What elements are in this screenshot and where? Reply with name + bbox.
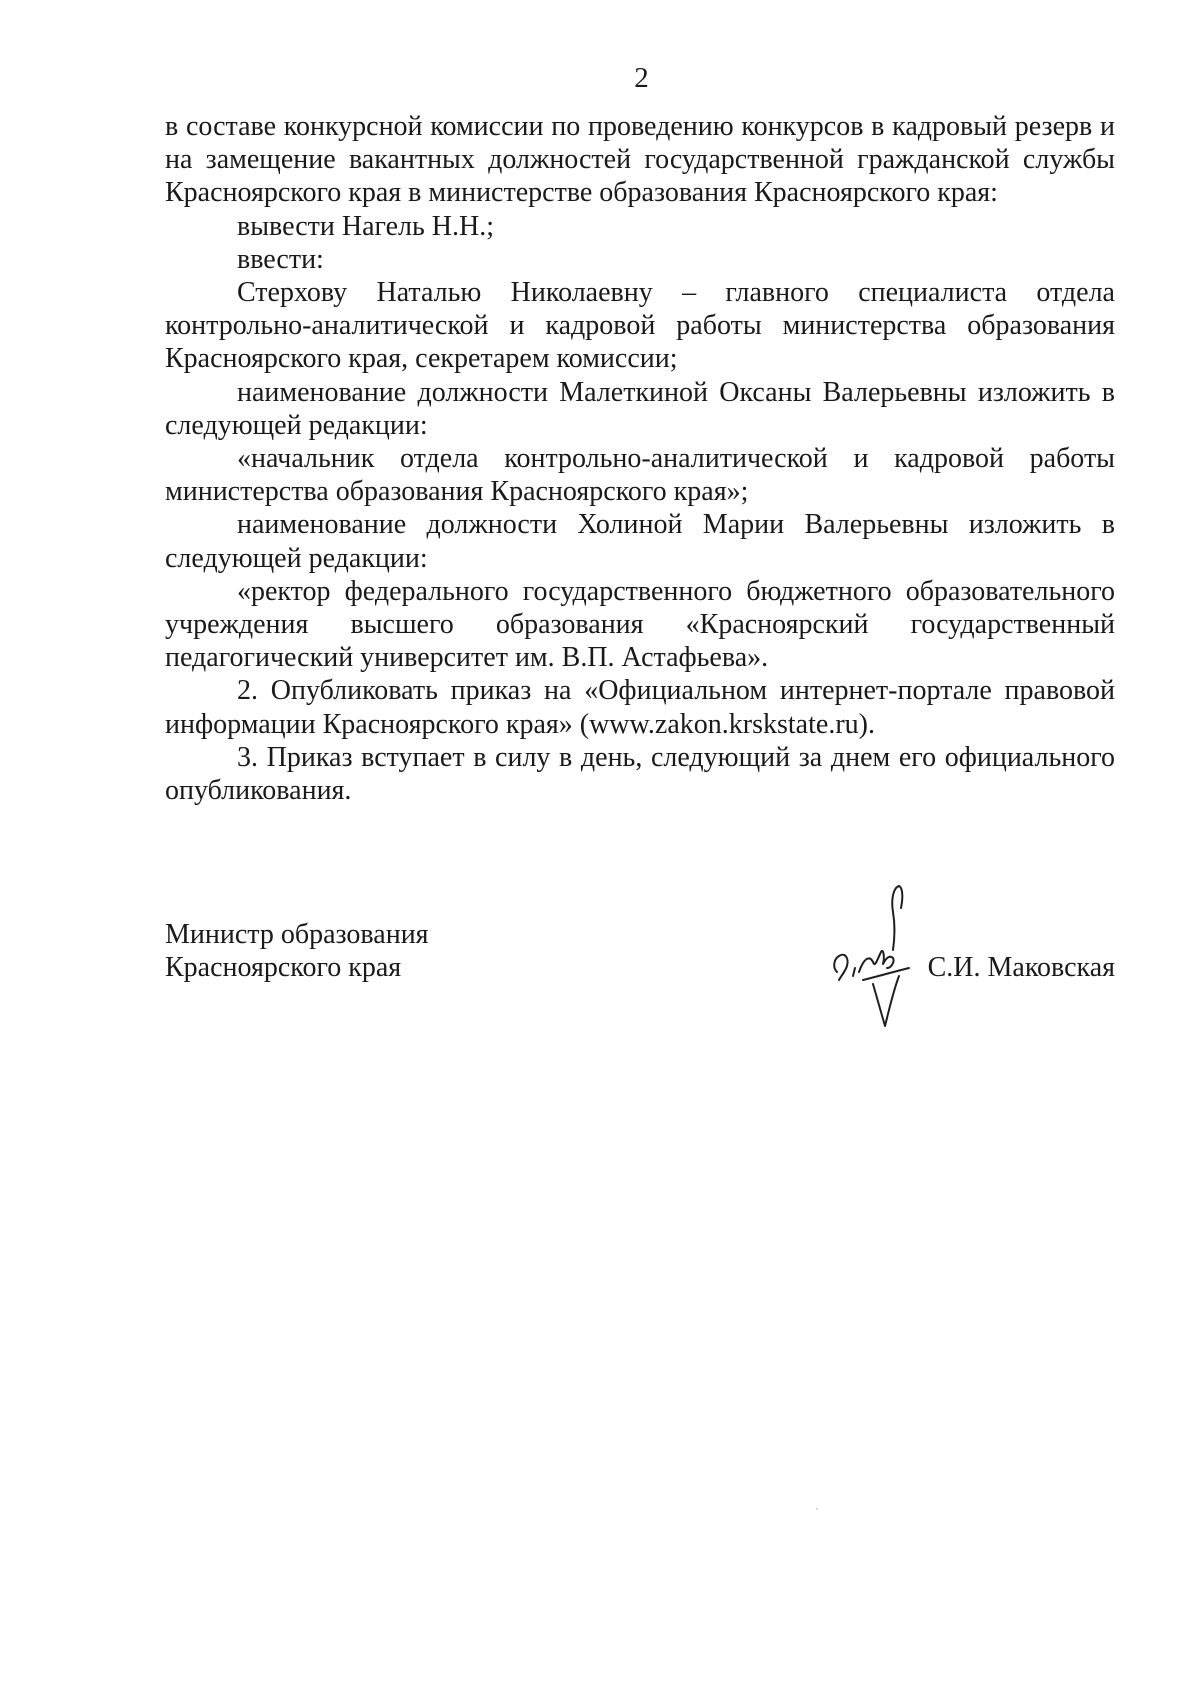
paragraph-add-heading: ввести: — [237, 243, 324, 275]
paragraph-add-member: Стерхову Наталью Николаевну – главного специалиста отдела контрольно-аналитической и кадровой работы министерства образования Красноярского края, секретарем комиссии; — [165, 277, 1115, 375]
signer-position-line-2: Красноярского края — [165, 952, 402, 984]
signer-name: С.И. Маковская — [927, 952, 1115, 983]
page-number: 2 — [634, 62, 649, 94]
paragraph-new-position-2: «ректор федерального государственного бюджетного образовательного учреждения высшего образования «Красноярский государственный педагогический университет им. В.П. Астафьева». — [165, 575, 1115, 674]
signer-position — [165, 918, 429, 984]
signature-block — [165, 918, 1115, 1058]
paragraph-new-position-1: «начальник отдела контрольно-аналитической и кадровой работы министерства образования Красноярского края»; — [165, 443, 1115, 508]
scan-artifact — [816, 1508, 818, 1510]
document-body — [165, 110, 1115, 807]
paragraph-commission-intro: в составе конкурсной комиссии по проведению конкурсов в кадровый резерв и на замещение вакантных должностей государственной гражданской службы Красноярского края в министерстве образования Красноярского края: — [165, 111, 1115, 209]
paragraph-item-3-effect: 3. Приказ вступает в силу в день, следующий за днем его официального опубликования. — [165, 741, 1115, 807]
signer-position-line-1: Министр образования — [165, 919, 429, 950]
paragraph-rename-position-2: наименование должности Холиной Марии Валерьевны изложить в следующей редакции: — [165, 509, 1115, 574]
paragraph-remove-member: вывести Нагель Н.Н.; — [237, 210, 495, 242]
handwritten-signature — [823, 880, 933, 1030]
paragraph-item-2-publish: 2. Опубликовать приказ на «Официальном интернет-портале правовой информации Красноярского края» (www.zakon.krskstate.ru). — [165, 675, 1115, 740]
paragraph-rename-position-1: наименование должности Малеткиной Оксаны Валерьевны изложить в следующей редакции: — [165, 376, 1115, 441]
